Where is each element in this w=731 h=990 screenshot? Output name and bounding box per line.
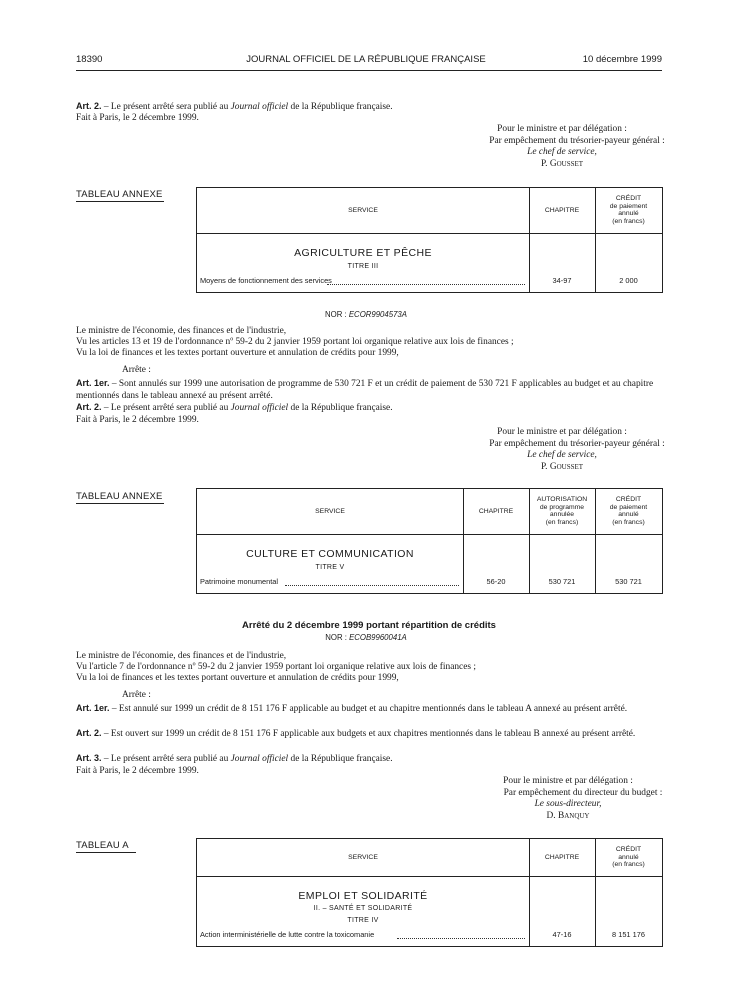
table-row-chapitre: 56-20 (486, 577, 506, 586)
header-credit: CRÉDIT de paiement annulé (en francs) (609, 195, 648, 225)
header-credit: CRÉDIT de paiement annulé (en francs) (609, 496, 648, 526)
vu-line-1: Vu les articles 13 et 19 de l'ordonnance nº 59-2 du 2 janvier 1959 portant loi organique relative aux lois de finances ; (76, 337, 514, 347)
table-row-label: Action interministérielle de lutte contre la toxicomanie (200, 930, 375, 939)
vu-line-2: Vu la loi de finances et les textes portant ouverture et annulation de crédits pour 1999, (76, 348, 399, 358)
signature-block (412, 427, 712, 473)
article-2-line: Art. 2. – Le présent arrêté sera publié au Journal officiel de la République française. (76, 402, 393, 413)
table-row-credit: 530 721 (615, 577, 642, 586)
titre-heading: TITRE III (347, 263, 379, 270)
signature-line-3: Le chef de service, (527, 450, 597, 460)
table-row-label: Patrimoine monumental (200, 577, 279, 586)
tableau-a-label: TABLEAU A (76, 840, 136, 853)
signature-line-1: Pour le ministre et par délégation : (497, 124, 627, 134)
minister-line: Le ministre de l'économie, des finances et de l'industrie, (76, 651, 287, 661)
fait-line: Fait à Paris, le 2 décembre 1999. (76, 415, 199, 425)
vu-line-1: Vu l'article 7 de l'ordonnance nº 59-2 du 2 janvier 1959 portant loi organique relative aux lois de finances ; (76, 662, 476, 672)
signature-line-3: Le sous-directeur, (534, 799, 602, 809)
table-row-credit: 2 000 (619, 276, 638, 285)
minister-line: Le ministre de l'économie, des finances et de l'industrie, (76, 326, 287, 336)
table-row-autorisation: 530 721 (548, 577, 576, 586)
nor-reference: NOR : ECOB9960041A (325, 633, 407, 642)
signature-line-3: Le chef de service, (527, 147, 597, 157)
signature-line-2: Par empêchement du trésorier-payeur général : (489, 135, 665, 146)
issue-date: 10 décembre 1999 (582, 54, 662, 65)
table-row-label: Moyens de fonctionnement des services (200, 276, 332, 285)
annex-table-1 (196, 187, 663, 293)
ministry-heading: CULTURE ET COMMUNICATION (246, 548, 414, 560)
ministry-heading: AGRICULTURE ET PÊCHE (294, 247, 432, 259)
arrete-label: Arrête : (122, 365, 151, 375)
journal-title: JOURNAL OFFICIEL DE LA RÉPUBLIQUE FRANÇAISE (246, 54, 486, 65)
page-number: 18390 (76, 54, 103, 65)
table-row-chapitre: 47-16 (552, 930, 572, 939)
signature-name: P. Gousset (540, 461, 584, 472)
header-service: SERVICE (315, 508, 345, 515)
arrete-label: Arrête : (122, 690, 151, 700)
table-row-credit: 8 151 176 (612, 930, 645, 939)
article-2-line: Art. 2. – Le présent arrêté sera publié au Journal officiel de la République française. (76, 101, 393, 112)
table-annexe-label: TABLEAU ANNEXE (76, 491, 163, 502)
section-heading: II. – SANTÉ ET SOLIDARITÉ (313, 905, 413, 912)
article-1-paragraph: Art. 1er. – Est annulé sur 1999 un crédit de 8 151 176 F applicable au budget et au chapitre mentionnés dans le tableau A annexé au présent arrêté. (76, 703, 628, 714)
arrete-title: Arrêté du 2 décembre 1999 portant répartition de crédits (242, 620, 496, 631)
signature-block (412, 124, 712, 170)
signature-line-1: Pour le ministre et par délégation : (497, 427, 627, 437)
titre-heading: TITRE V (315, 564, 345, 571)
header-chapitre: CHAPITRE (544, 854, 580, 861)
article-1-paragraph: Art. 1er. – Sont annulés sur 1999 une autorisation de programme de 530 721 F et un crédit de paiement de 530 721 F applicables au budget et au chapitre mentionnés dans le tableau annexé au présent arrêté. (76, 378, 654, 401)
signature-block (418, 776, 718, 822)
header-autorisation: AUTORISATION de programme annulée (en francs) (536, 496, 588, 526)
annex-table-a (196, 838, 663, 947)
fait-line: Fait à Paris, le 2 décembre 1999. (76, 113, 199, 123)
header-chapitre: CHAPITRE (478, 508, 514, 515)
ministry-heading: EMPLOI ET SOLIDARITÉ (298, 890, 428, 902)
annex-table-2 (196, 488, 663, 594)
article-3-line: Art. 3. – Le présent arrêté sera publié au Journal officiel de la République française. (76, 753, 393, 764)
header-rule (76, 70, 662, 71)
header-chapitre: CHAPITRE (544, 207, 580, 214)
table-row-chapitre: 34-97 (552, 276, 572, 285)
signature-name: D. Banquy (546, 810, 590, 821)
signature-line-1: Pour le ministre et par délégation : (503, 776, 633, 786)
vu-line-2: Vu la loi de finances et les textes portant ouverture et annulation de crédits pour 1999, (76, 673, 399, 683)
header-service: SERVICE (348, 854, 378, 861)
header-credit: CRÉDIT annulé (en francs) (612, 846, 645, 868)
article-2-paragraph: Art. 2. – Est ouvert sur 1999 un crédit de 8 151 176 F applicable aux budgets et aux chapitres mentionnés dans le tableau B annexé au présent arrêté. (76, 728, 636, 739)
nor-reference: NOR : ECOR9904573A (325, 310, 407, 319)
signature-line-2: Par empêchement du trésorier-payeur général : (489, 438, 665, 449)
titre-heading: TITRE IV (347, 917, 379, 924)
signature-name: P. Gousset (540, 158, 584, 169)
table-annexe-label: TABLEAU ANNEXE (76, 189, 163, 200)
header-service: SERVICE (348, 207, 378, 214)
signature-line-2: Par empêchement du directeur du budget : (503, 787, 663, 798)
fait-line: Fait à Paris, le 2 décembre 1999. (76, 766, 199, 776)
